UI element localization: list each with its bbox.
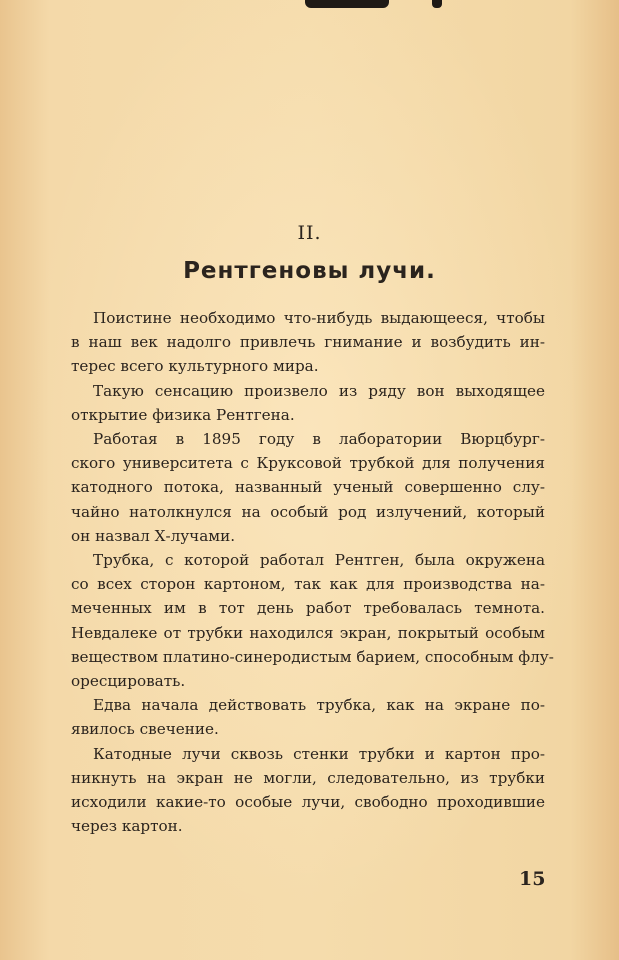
body-text <box>71 306 554 838</box>
text-line: меченных им в тот день работ требовалась темнота. <box>71 599 545 618</box>
text-line: открытие физика Рентгена. <box>71 405 295 424</box>
text-line: Поистине необходимо что-нибудь выдающееся, чтобы <box>93 309 545 327</box>
text-line: веществом платино-синеродистым барием, способным флу- <box>71 647 554 666</box>
text-line: ского университета с Круксовой трубкой для получения <box>71 454 545 473</box>
text-line: он назвал Х-лучами. <box>71 526 236 545</box>
text-line: Катодные лучи сквозь стенки трубки и картон про- <box>93 744 545 763</box>
text-line: исходили какие-то особые лучи, свободно проходившие <box>71 793 545 812</box>
text-line: Работая в 1895 году в лаборатории Вюрцбург- <box>93 430 545 449</box>
text-line: Трубка, с которой работал Рентген, была окружена <box>93 551 545 570</box>
paragraph-3 <box>71 427 545 548</box>
ink-smudge <box>305 0 389 8</box>
paragraph-4 <box>71 548 554 693</box>
text-line: терес всего культурного мира. <box>71 357 319 376</box>
paragraph-6 <box>71 742 545 839</box>
paragraph-1 <box>71 306 545 379</box>
text-line: в наш век надолго привлечь гнимание и возбудить ин- <box>71 333 545 352</box>
paragraph-2 <box>71 379 545 427</box>
chapter-title: Рентгеновы лучи. <box>183 258 436 284</box>
paragraph-5 <box>71 693 545 741</box>
text-line: оресцировать. <box>71 672 186 691</box>
text-line: чайно натолкнулся на особый род излучений, который <box>71 502 545 521</box>
text-line: катодного потока, названный ученый совершенно слу- <box>71 478 545 497</box>
page-number: 15 <box>519 868 546 890</box>
text-line: через картон. <box>71 817 183 836</box>
ink-smudge-dot <box>432 0 442 8</box>
chapter-number: II. <box>297 222 322 244</box>
text-line: со всех сторон картоном, так как для производства на- <box>71 575 545 594</box>
text-line: Невдалеке от трубки находился экран, покрытый особым <box>71 623 545 642</box>
text-line: никнуть на экран не могли, следовательно, из трубки <box>71 768 545 787</box>
text-line: явилось свечение. <box>71 720 219 739</box>
text-line: Такую сенсацию произвело из ряду вон выходящее <box>93 381 545 400</box>
text-line: Едва начала действовать трубка, как на экране по- <box>93 696 545 715</box>
